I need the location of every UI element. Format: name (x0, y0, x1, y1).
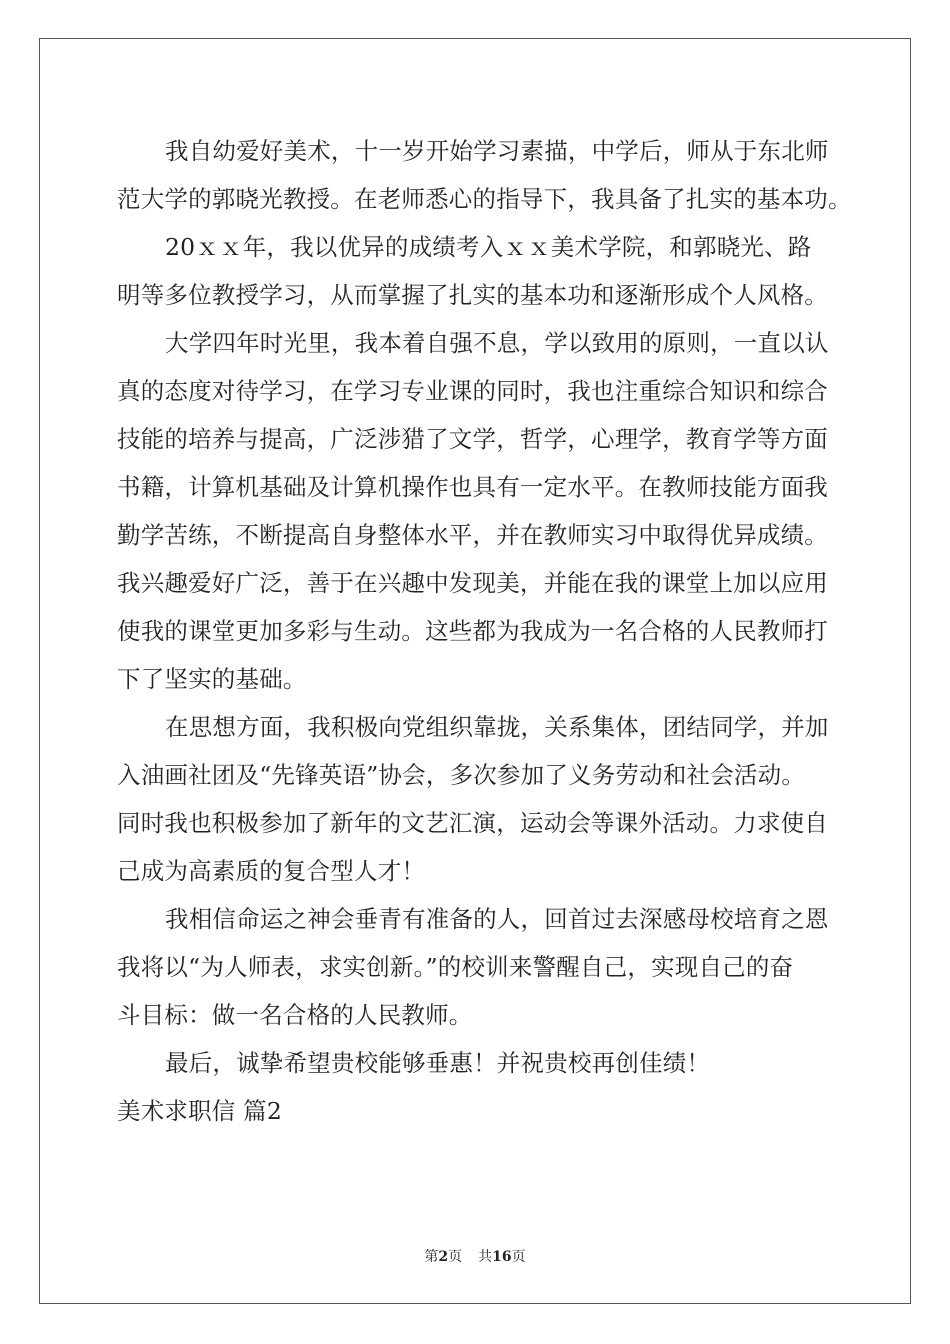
total-pages: 16 (492, 1249, 512, 1265)
paragraph-line: 斗目标：做一名合格的人民教师。 (117, 1001, 473, 1029)
page-footer (0, 1246, 950, 1266)
paragraph (117, 703, 837, 895)
paragraph-line: 真的态度对待学习，在学习专业课的同时，我也注重综合知识和综合 (117, 377, 828, 405)
paragraph-line: 范大学的郭晓光教授。在老师悉心的指导下，我具备了扎实的基本功。 (117, 185, 852, 213)
page-prefix: 第 (424, 1249, 439, 1265)
total-suffix: 页 (511, 1249, 526, 1265)
paragraph (117, 127, 852, 223)
paragraph-line: 下了坚实的基础。 (117, 665, 307, 693)
paragraph-line: 技能的培养与提高，广泛涉猎了文学，哲学，心理学，教育学等方面 (117, 425, 828, 453)
paragraph (117, 895, 837, 1039)
page-suffix: 页 (448, 1249, 463, 1265)
paragraph-line: 在思想方面，我积极向党组织靠拢，关系集体，团结同学，并加 (165, 713, 829, 741)
paragraph-line: 我将以“为人师表，求实创新。”的校训来警醒自己，实现自己的奋 (117, 953, 794, 981)
paragraph-line: 明等多位教授学习，从而掌握了扎实的基本功和逐渐形成个人风格。 (117, 281, 828, 309)
paragraph-line: 我相信命运之神会垂青有准备的人，回首过去深感母校培育之恩 (165, 905, 829, 933)
total-prefix: 共 (478, 1249, 493, 1265)
paragraph-line: 我兴趣爱好广泛，善于在兴趣中发现美，并能在我的课堂上加以应用 (117, 569, 828, 597)
paragraph-line: 我自幼爱好美术，十一岁开始学习素描，中学后，师从于东北师 (165, 137, 829, 165)
paragraph-line: 20ｘｘ年，我以优异的成绩考入ｘｘ美术学院，和郭晓光、路 (165, 233, 812, 261)
paragraph-line: 最后，诚挚希望贵校能够垂惠！并祝贵校再创佳绩！ (165, 1049, 711, 1077)
paragraph-line: 书籍，计算机基础及计算机操作也具有一定水平。在教师技能方面我 (117, 473, 828, 501)
paragraph (117, 1039, 837, 1087)
paragraph-line: 勤学苦练，不断提高自身整体水平，并在教师实习中取得优异成绩。 (117, 521, 828, 549)
page-number: 2 (438, 1249, 449, 1265)
paragraph-line: 入油画社团及“先锋英语”协会，多次参加了义务劳动和社会活动。 (117, 761, 806, 789)
paragraph-line: 大学四年时光里，我本着自强不息，学以致用的原则，一直以认 (165, 329, 829, 357)
section-heading: 美术求职信 篇2 (117, 1097, 283, 1125)
document-body (117, 127, 852, 1135)
paragraph-line: 使我的课堂更加多彩与生动。这些都为我成为一名合格的人民教师打 (117, 617, 828, 645)
paragraph-line: 同时我也积极参加了新年的文艺汇演，运动会等课外活动。力求使自 (117, 809, 828, 837)
paragraph (117, 223, 837, 319)
paragraph-line: 己成为高素质的复合型人才！ (117, 857, 426, 885)
paragraph (117, 319, 837, 703)
